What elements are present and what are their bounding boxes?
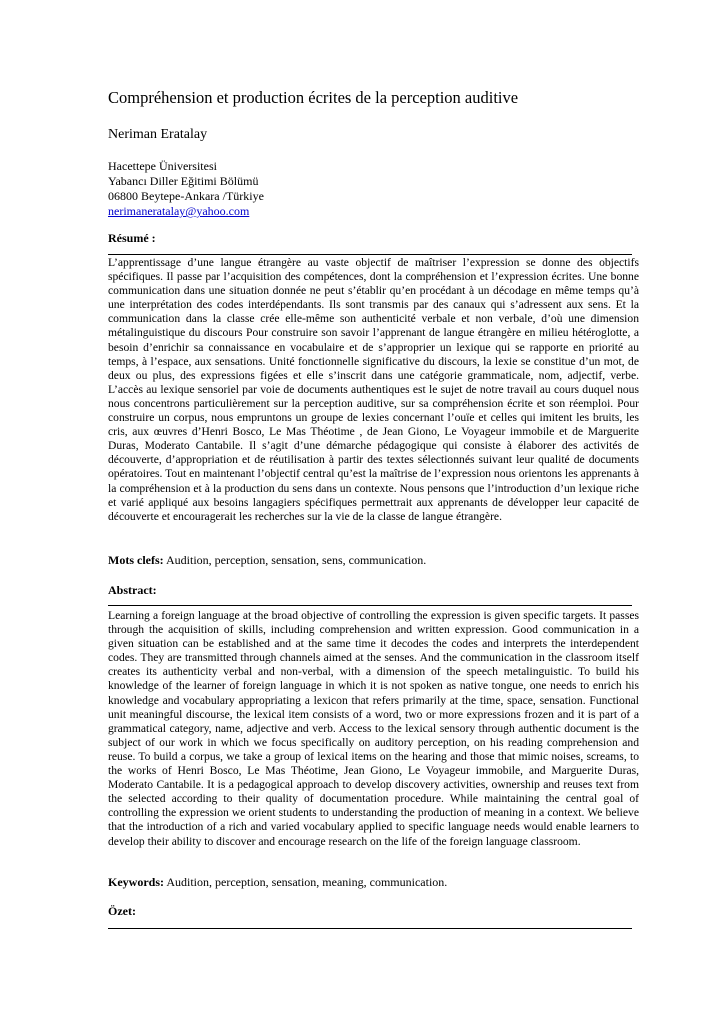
resume-divider [108,254,632,255]
keywords-label: Keywords: [108,875,164,889]
mots-clefs-label: Mots clefs: [108,553,164,567]
affiliation-university: Hacettepe Üniversitesi [108,159,217,173]
mots-clefs-line [108,553,639,568]
ozet-heading: Özet: [108,904,136,918]
resume-paragraph: L’apprentissage d’une langue étrangère au vaste objectif de maîtriser l’expression se donne des objectifs spécifiques. Il passe par l’acquisition des compétences, dont la compréhension et l’expression écrites. Une bonne communication dans une situation donnée ne peut s’établir qu’en procédant à un décodage en même temps qu’à une interprétation des codes interdépendants. Ils sont transmis par des canaux qui s’adressent aux sens. Et la communication dans la classe crée elle-même son authenticité verbale et non verbale, d’où une dimension métalinguistique du discours Pour construire son savoir l’apprenant de langue étrangère en milieu hétéroglotte, a besoin d’enrichir sa connaissance en vocabulaire et de s’approprier un lexique qui se rapporte en priorité au temps, à l’espace, aux sensations. Unité fonctionnelle significative du discours, la lexie se constitue d’un mot, de deux ou plus, des expressions figées et elle s’inscrit dans une catégorie grammaticale, nom, adjectif, verbe. L’accès au lexique sensoriel par voie de documents authentiques est le sujet de notre travail au cours duquel nous nous concentrons particulièrement sur la perception auditive, sur sa compréhension écrite et son réemploi. Pour construire un corpus, nous empruntons un groupe de lexies concernant l’ouïe et celles qui imitent les bruits, les cris, aux œuvres d’Henri Bosco, Le Mas Théotime , de Jean Giono, Le Voyageur immobile et de Marguerite Duras, Moderato Cantabile. Il s’agit d’une démarche pédagogique qui consiste à élaborer des activités de découverte, d’appropriation et de réutilisation à partir des textes sélectionnés suivant leur qualité de documents opératoires. Tout en maintenant l’objectif central qu’est la maîtrise de l’expression nous orientons les apprenants à la compréhension et à la production du sens dans un contexte. Nous pensons que l’introduction d’un lexique riche et varié appliqué aux besoins langagiers spécifiques permettrait aux apprenants de développer leur capacité de découverte et encouragerait les recherches sur la vie de la classe de langue étrangère. [108,256,639,523]
author-name: Neriman Eratalay [108,127,208,142]
author-email-link[interactable]: nerimaneratalay@yahoo.com [108,204,250,218]
affiliation-block [108,159,264,219]
affiliation-department: Yabancı Diller Eğitimi Bölümü [108,174,259,188]
resume-heading: Résumé : [108,231,156,245]
abstract-divider [108,605,632,606]
mots-clefs-text: Audition, perception, sensation, sens, communication. [163,553,427,567]
affiliation-address: 06800 Beytepe-Ankara /Türkiye [108,189,264,203]
paper-title: Compréhension et production écrites de la perception auditive [108,88,519,107]
keywords-text: Audition, perception, sensation, meaning, communication. [164,875,448,889]
ozet-divider [108,928,632,929]
keywords-line [108,875,639,890]
abstract-heading: Abstract: [108,583,157,597]
abstract-paragraph: Learning a foreign language at the broad objective of controlling the expression is given specific targets. It passes through the acquisition of skills, including comprehension and written expression. Good communication in a given situation can be established and at the same time it decodes the codes and interprets the interdependent codes. They are transmitted through channels aimed at the senses. And the communication in the classroom itself creates its authenticity verbal and non-verbal, with a dimension of the speech metalinguistic. To build his knowledge of the learner of foreign language in which it is not spoken as native tongue, one needs to enrich his knowledge and vocabulary appropriating a lexicon that refers primarily at the time, space, sensation. Functional unit meaningful discourse, the lexical item consists of a word, two or more expressions frozen and it is part of a grammatical category, name, adjective and verb. Access to the lexical sensory through authentic document is the subject of our work in which we focus specifically on auditory perception, on his reading comprehension and reuse. To build a corpus, we take a group of lexical items on the hearing and those that mimic noises, screams, to the works of Henri Bosco, Le Mas Théotime, Jean Giono, Le Voyageur immobile, and Marguerite Duras, Moderato Cantabile. It is a pedagogical approach to develop discovery activities, ownership and reuses text from the selected according to their quality of documentation procedure. While maintaining the central goal of controlling the expression we orient students to understanding the production of meaning in a context. We believe that the introduction of a rich and varied vocabulary applied to specific language needs would enable learners to develop their ability to discover and encourage research on the life of the foreign language classroom. [108,609,639,848]
